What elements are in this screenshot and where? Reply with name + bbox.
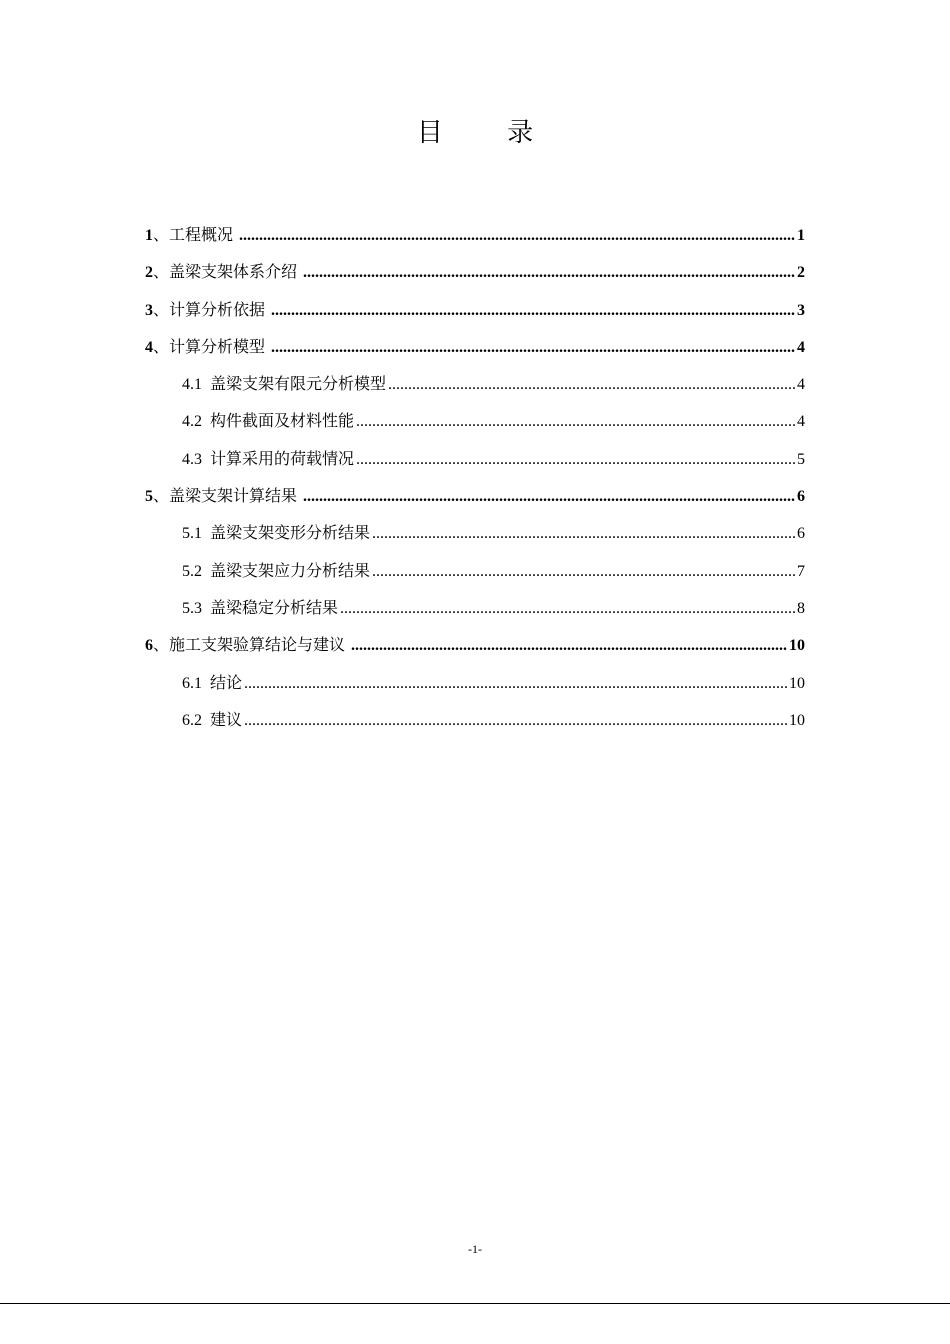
toc-entry-label: 计算分析依据: [169, 299, 266, 319]
toc-entry-number: 3: [145, 301, 153, 319]
toc-entry[interactable]: [145, 259, 805, 296]
toc-entry-number: 6.2: [182, 711, 202, 729]
toc-entry-label: 盖梁支架计算结果: [169, 486, 298, 506]
toc-entry-number: 2: [145, 264, 153, 282]
toc-subentry[interactable]: [145, 371, 805, 408]
toc-entry-number: 4.1: [182, 376, 202, 394]
toc-dot-leader: [271, 339, 795, 357]
toc-dot-leader: [340, 600, 795, 618]
toc-entry-number: 5: [145, 488, 153, 506]
page-number: -1-: [468, 1242, 482, 1256]
footer-divider: [0, 1303, 950, 1304]
toc-dot-leader: [303, 264, 795, 282]
toc-entry-page: 6: [797, 488, 805, 506]
toc-entry-page: 10: [789, 674, 805, 692]
toc-entry-number: 6: [145, 637, 153, 655]
toc-dot-leader: [372, 525, 795, 543]
toc-entry-page: 10: [789, 637, 805, 655]
toc-subentry[interactable]: [145, 558, 805, 595]
toc-entry-number: 5.1: [182, 525, 202, 543]
toc-entry-separator: 、: [153, 225, 170, 244]
toc-dot-leader: [356, 451, 795, 469]
toc-entry-number: 1: [145, 227, 153, 244]
toc-entry[interactable]: [145, 334, 805, 371]
toc-entry-page: 2: [797, 264, 805, 282]
toc-subentry[interactable]: [145, 670, 805, 707]
toc-subentry[interactable]: [145, 446, 805, 483]
toc-entry-label: 建议: [210, 709, 243, 729]
toc-entry-separator: 、: [153, 486, 170, 506]
toc-entry-page: 1: [797, 227, 805, 244]
toc-entry-number: 4.2: [182, 413, 202, 431]
toc-entry-page: 5: [797, 450, 805, 468]
page-title: 目 录: [416, 118, 562, 148]
toc-entry-number: 4: [145, 338, 153, 356]
toc-entry-separator: 、: [153, 336, 170, 356]
toc-entry-page: 4: [797, 376, 805, 394]
toc-entry-label: 工程概况: [169, 225, 234, 244]
toc-entry-page: 4: [797, 338, 805, 356]
toc-dot-leader: [239, 227, 795, 245]
toc-dot-leader: [244, 712, 787, 730]
toc-entry-label: 盖梁稳定分析结果: [210, 597, 339, 617]
toc-entry-label: 盖梁支架有限元分析模型: [210, 374, 387, 394]
toc-entry-label: 构件截面及材料性能: [210, 411, 355, 431]
toc-entry-number: 5.2: [182, 562, 202, 580]
toc-dot-leader: [271, 302, 795, 320]
table-of-contents: [145, 222, 805, 744]
toc-subentry[interactable]: [145, 408, 805, 445]
toc-subentry[interactable]: [145, 595, 805, 632]
toc-dot-leader: [303, 488, 795, 506]
toc-dot-leader: [351, 637, 787, 655]
toc-entry-separator: 、: [153, 299, 170, 319]
toc-entry[interactable]: [145, 483, 805, 520]
toc-entry-number: 4.3: [182, 450, 202, 468]
toc-entry-separator: 、: [153, 262, 170, 282]
toc-entry-label: 结论: [210, 672, 243, 692]
toc-dot-leader: [356, 413, 795, 431]
toc-entry-label: 计算分析模型: [169, 336, 266, 356]
toc-dot-leader: [244, 675, 787, 693]
toc-entry-page: 4: [797, 413, 805, 431]
toc-subentry[interactable]: [145, 520, 805, 557]
toc-entry-number: 5.3: [182, 599, 202, 617]
toc-entry[interactable]: [145, 632, 805, 669]
toc-entry-label: 盖梁支架体系介绍: [169, 262, 298, 282]
toc-entry-page: 6: [797, 525, 805, 543]
toc-entry-label: 施工支架验算结论与建议: [169, 635, 346, 655]
toc-entry-page: 10: [789, 711, 805, 729]
toc-entry[interactable]: [145, 222, 805, 259]
toc-dot-leader: [372, 563, 795, 581]
toc-entry-label: 盖梁支架变形分析结果: [210, 523, 371, 543]
toc-entry-separator: 、: [153, 635, 170, 655]
toc-entry-page: 3: [797, 301, 805, 319]
toc-entry-number: 6.1: [182, 674, 202, 692]
toc-entry-label: 盖梁支架应力分析结果: [210, 560, 371, 580]
toc-entry-label: 计算采用的荷载情况: [210, 448, 355, 468]
toc-subentry[interactable]: [145, 707, 805, 744]
toc-entry[interactable]: [145, 297, 805, 334]
toc-dot-leader: [388, 376, 795, 394]
toc-entry-page: 8: [797, 599, 805, 617]
toc-entry-page: 7: [797, 562, 805, 580]
